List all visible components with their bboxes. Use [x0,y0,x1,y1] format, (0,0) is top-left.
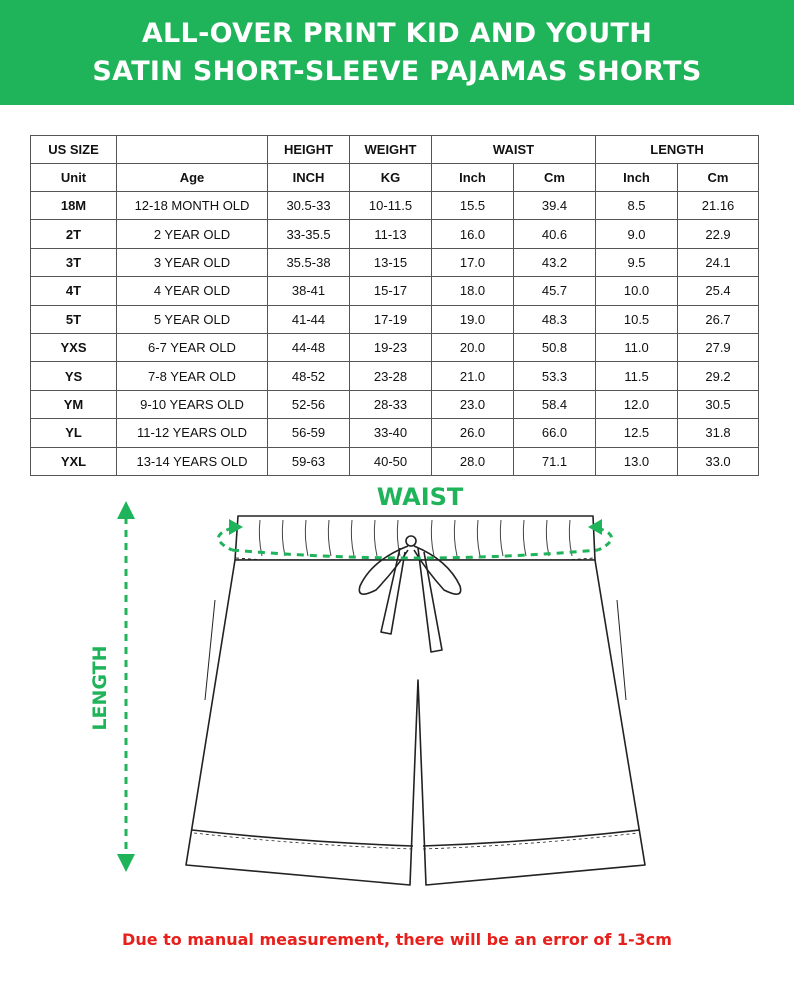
table-cell: 40.6 [514,220,596,248]
table-cell: 9.5 [596,248,678,276]
table-cell: 11-13 [350,220,432,248]
table-cell: 48-52 [268,362,350,390]
size-unit-cell: 18M [31,192,117,220]
table-cell: 31.8 [678,419,759,447]
table-cell: 19.0 [432,305,514,333]
table-cell: 27.9 [678,333,759,361]
table-cell: 33-35.5 [268,220,350,248]
table-cell: 45.7 [514,277,596,305]
table-cell: 52-56 [268,390,350,418]
table-cell: 3 YEAR OLD [117,248,268,276]
size-unit-cell: 3T [31,248,117,276]
sub-header-height-inch: INCH [268,164,350,192]
table-cell: 12.5 [596,419,678,447]
size-unit-cell: YXS [31,333,117,361]
table-cell: 33-40 [350,419,432,447]
table-cell: 38-41 [268,277,350,305]
title-line-2: SATIN SHORT-SLEEVE PAJAMAS SHORTS [92,55,702,87]
table-cell: 17-19 [350,305,432,333]
col-header-length: LENGTH [596,136,759,164]
table-cell: 2 YEAR OLD [117,220,268,248]
table-cell: 26.0 [432,419,514,447]
table-cell: 21.16 [678,192,759,220]
length-arrow [117,501,135,872]
table-cell: 30.5-33 [268,192,350,220]
size-unit-cell: 5T [31,305,117,333]
table-cell: 19-23 [350,333,432,361]
table-cell: 26.7 [678,305,759,333]
table-cell: 66.0 [514,419,596,447]
table-cell: 28.0 [432,447,514,475]
table-body [31,192,759,476]
title-banner [0,0,794,105]
table-cell: 5 YEAR OLD [117,305,268,333]
table-cell: 13-14 YEARS OLD [117,447,268,475]
sub-header-waist-inch: Inch [432,164,514,192]
table-cell: 11.0 [596,333,678,361]
table-cell: 13.0 [596,447,678,475]
table-cell: 12-18 MONTH OLD [117,192,268,220]
table-cell: 59-63 [268,447,350,475]
table-cell: 41-44 [268,305,350,333]
table-cell: 25.4 [678,277,759,305]
table-cell: 39.4 [514,192,596,220]
table-cell: 18.0 [432,277,514,305]
table-row [31,419,759,447]
table-row [31,192,759,220]
table-cell: 50.8 [514,333,596,361]
table-cell: 7-8 YEAR OLD [117,362,268,390]
table-cell: 8.5 [596,192,678,220]
sub-header-waist-cm: Cm [514,164,596,192]
table-cell: 9-10 YEARS OLD [117,390,268,418]
table-cell: 13-15 [350,248,432,276]
table-row [31,362,759,390]
table-cell: 17.0 [432,248,514,276]
table-row [31,305,759,333]
table-cell: 6-7 YEAR OLD [117,333,268,361]
table-cell: 56-59 [268,419,350,447]
table-cell: 10.0 [596,277,678,305]
sub-header-age: Age [117,164,268,192]
table-cell: 10.5 [596,305,678,333]
table-cell: 23.0 [432,390,514,418]
col-header-waist: WAIST [432,136,596,164]
table-row [31,447,759,475]
table-cell: 21.0 [432,362,514,390]
size-unit-cell: 2T [31,220,117,248]
table-cell: 15-17 [350,277,432,305]
table-cell: 4 YEAR OLD [117,277,268,305]
size-unit-cell: YXL [31,447,117,475]
table-cell: 58.4 [514,390,596,418]
sub-header-length-inch: Inch [596,164,678,192]
col-header-us-size: US SIZE [31,136,117,164]
table-row [31,390,759,418]
table-cell: 20.0 [432,333,514,361]
table-row [31,248,759,276]
table-cell: 15.5 [432,192,514,220]
table-cell: 12.0 [596,390,678,418]
table-cell: 30.5 [678,390,759,418]
table-cell: 23-28 [350,362,432,390]
size-unit-cell: YS [31,362,117,390]
sub-header-weight-kg: KG [350,164,432,192]
table-cell: 33.0 [678,447,759,475]
table-cell: 10-11.5 [350,192,432,220]
col-header-height: HEIGHT [268,136,350,164]
size-unit-cell: YL [31,419,117,447]
table-cell: 48.3 [514,305,596,333]
shorts-outline [186,516,645,885]
shorts-diagram [0,480,794,910]
size-unit-cell: 4T [31,277,117,305]
table-cell: 71.1 [514,447,596,475]
waist-label: WAIST [376,483,464,511]
table-cell: 11-12 YEARS OLD [117,419,268,447]
table-cell: 22.9 [678,220,759,248]
size-chart-table [30,135,759,476]
table-cell: 28-33 [350,390,432,418]
table-cell: 40-50 [350,447,432,475]
col-header-weight: WEIGHT [350,136,432,164]
table-cell: 29.2 [678,362,759,390]
table-cell: 16.0 [432,220,514,248]
table-cell: 35.5-38 [268,248,350,276]
table-cell: 43.2 [514,248,596,276]
table-row [31,277,759,305]
measurement-note: Due to manual measurement, there will be an error of 1-3cm [122,930,672,949]
table-cell: 44-48 [268,333,350,361]
table-cell: 11.5 [596,362,678,390]
sub-header-unit: Unit [31,164,117,192]
table-sub-header-row [31,164,759,192]
col-header-blank [117,136,268,164]
length-label: LENGTH [89,645,111,731]
table-cell: 9.0 [596,220,678,248]
table-row [31,220,759,248]
table-row [31,333,759,361]
size-unit-cell: YM [31,390,117,418]
sub-header-length-cm: Cm [678,164,759,192]
title-line-1: ALL-OVER PRINT KID AND YOUTH [141,17,653,49]
table-group-header-row [31,136,759,164]
table-cell: 53.3 [514,362,596,390]
table-cell: 24.1 [678,248,759,276]
